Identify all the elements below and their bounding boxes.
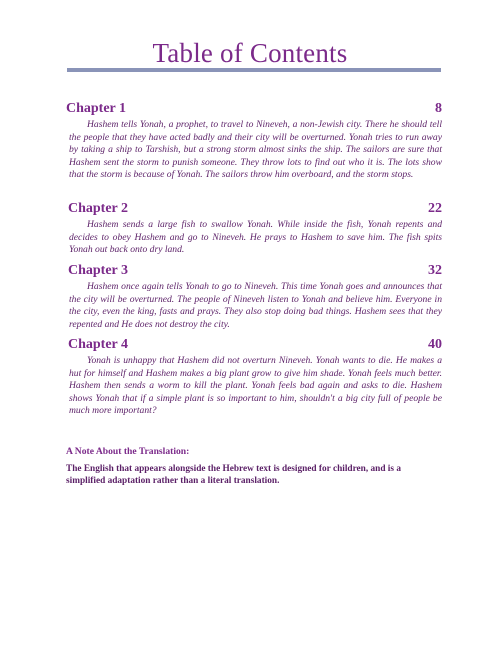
chapter-entry-1 [66,101,442,182]
chapter-title: Chapter 3 [68,263,129,278]
chapter-entry-4 [66,337,442,418]
chapter-page-number: 32 [428,263,442,278]
chapter-summary: Hashem sends a large fish to swallow Yonah. While inside the fish, Yonah repents and decides to obey Hashem and go to Nineveh. He prays to Hashem to save him. The fish spits Yonah out back onto dry land. [69,219,442,256]
chapter-title: Chapter 4 [68,337,129,352]
chapter-summary: Hashem tells Yonah, a prophet, to travel to Nineveh, a non-Jewish city. There he should tell the people that they have acted badly and their city will be overturned. Yonah tries to run away by taking a ship to Tarshish, but a strong storm almost sinks the ship. The sailors are sure that Hashem sent the storm to punish someone. They throw lots to find out who it is. The lots show that the storm is because of Yonah. The sailors throw him overboard, and the storm stops. [69,119,442,181]
chapter-entry-3 [66,263,442,331]
chapter-summary: Hashem once again tells Yonah to go to Nineveh. This time Yonah goes and announces that the city will be overturned. The people of Nineveh listen to Yonah and believe him. Everyone in the city, even the king, fasts and prays. They also stop doing bad things. Hashem sees that they repented and He does not destroy the city. [69,281,442,330]
note-heading: A Note About the Translation: [66,446,190,457]
chapter-page-number: 40 [428,337,442,352]
note-text: The English that appears alongside the Hebrew text is designed for children, and is a simplified adaptation rather than a literal translation. [66,464,401,486]
chapter-heading[interactable] [66,263,442,281]
chapter-entry-2 [66,201,442,257]
chapter-summary: Yonah is unhappy that Hashem did not overturn Nineveh. Yonah wants to die. He makes a hut for himself and Hashem makes a big plant grow to give him shade. Yonah feels much better. Hashem then sends a worm to kill the plant. Yonah feels bad again and asks to die. Hashem shows Yonah that if a simple plant is so important to him, shouldn't a big city full of people be much more important? [69,355,442,417]
chapter-heading[interactable] [66,201,442,219]
page-title: Table of Contents [152,38,348,68]
chapter-title: Chapter 1 [66,101,127,116]
chapter-heading[interactable] [66,337,442,355]
translation-note [66,446,442,487]
chapter-page-number: 8 [435,101,442,116]
chapter-page-number: 22 [428,201,442,216]
chapter-heading[interactable] [66,101,442,119]
chapter-title: Chapter 2 [68,201,129,216]
title-rule [67,68,441,72]
